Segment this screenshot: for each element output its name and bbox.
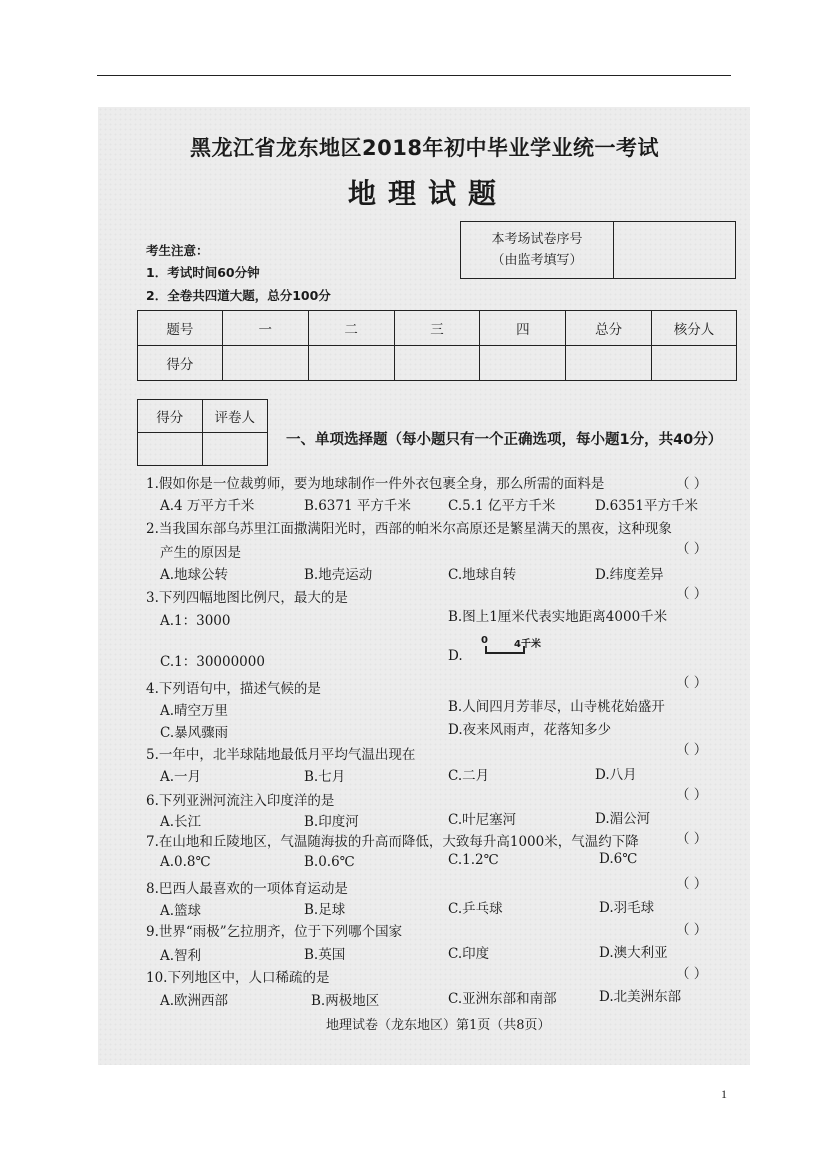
score-header-row: [138, 311, 737, 346]
option: B.0.6℃: [304, 854, 355, 870]
option: C.地球自转: [448, 567, 517, 583]
option: B.图上1厘米代表实地距离4000千米: [448, 609, 668, 625]
option: B.地壳运动: [304, 567, 373, 583]
grader-name-cell[interactable]: [202, 433, 268, 466]
score-row-label: 得分: [138, 346, 223, 381]
option: C.乒乓球: [448, 901, 503, 917]
answer-blank[interactable]: （ ）: [676, 831, 708, 847]
option: C.5.1 亿平方千米: [448, 498, 556, 514]
answer-blank[interactable]: （ ）: [676, 922, 708, 938]
seat-number-field[interactable]: [614, 222, 736, 279]
score-cell[interactable]: [480, 346, 566, 381]
option: D.澳大利亚: [599, 945, 668, 961]
answer-blank[interactable]: （ ）: [676, 787, 708, 803]
option: C.印度: [448, 946, 490, 962]
option: D.北美洲东部: [599, 989, 682, 1005]
score-header-cell: 三: [394, 311, 480, 346]
question-stem: 2.当我国东部乌苏里江面撒满阳光时，西部的帕米尔高原还是繁星满天的黑夜，这种现象: [146, 521, 672, 537]
scale-bar: [485, 646, 525, 654]
score-cell[interactable]: [394, 346, 480, 381]
scale-bar-zero: 0: [481, 635, 488, 646]
score-cell[interactable]: [308, 346, 394, 381]
question-stem: 9.世界“雨极”乞拉朋齐，位于下列哪个国家: [146, 924, 403, 940]
option: A.智利: [160, 948, 202, 964]
option: C.二月: [448, 768, 490, 784]
answer-blank[interactable]: （ ）: [676, 586, 708, 602]
question-stem: 10.下列地区中，人口稀疏的是: [146, 970, 330, 986]
option: B.6371 平方千米: [304, 498, 411, 514]
score-cell[interactable]: [652, 346, 737, 381]
exam-title: 黑龙江省龙东地区2018年初中毕业学业统一考试: [190, 136, 659, 160]
option: B.印度河: [304, 814, 359, 830]
score-header-cell: 题号: [138, 311, 223, 346]
option: D.夜来风雨声，花落知多少: [448, 722, 612, 738]
seat-number-label: 本考场试卷序号 （由监考填写）: [461, 222, 614, 279]
option: B.两极地区: [311, 993, 380, 1009]
option: A.晴空万里: [160, 703, 229, 719]
seat-number-box: [460, 221, 736, 279]
option: A.篮球: [160, 903, 202, 919]
option: A.欧洲西部: [160, 993, 229, 1009]
question-stem: 8.巴西人最喜欢的一项体育运动是: [146, 881, 348, 897]
score-header-cell: 核分人: [652, 311, 737, 346]
option: D.6351平方千米: [595, 498, 698, 514]
option: D.6℃: [599, 851, 638, 867]
option: C.1.2℃: [448, 852, 499, 868]
option: B.人间四月芳菲尽，山寺桃花始盛开: [448, 699, 665, 715]
question-stem: 7.在山地和丘陵地区，气温随海拔的升高而降低，大致每升高1000米，气温约下降: [146, 834, 639, 850]
question-stem: 5.一年中，北半球陆地最低月平均气温出现在: [146, 747, 416, 763]
option: B.七月: [304, 769, 346, 785]
answer-blank[interactable]: （ ）: [676, 966, 708, 982]
section-title: 一、单项选择题（每小题只有一个正确选项，每小题1分，共40分）: [286, 432, 723, 448]
question-stem: 1.假如你是一位裁剪师，要为地球制作一件外衣包裹全身，那么所需的面料是: [146, 476, 605, 492]
grader-table: [137, 399, 268, 466]
grader-score-cell[interactable]: [138, 433, 203, 466]
scale-bar-label: 4千米: [514, 639, 541, 650]
score-header-cell: 总分: [566, 311, 652, 346]
answer-blank[interactable]: （ ）: [676, 675, 708, 691]
question-stem: 4.下列语句中，描述气候的是: [146, 681, 321, 697]
page-number: 1: [721, 1087, 727, 1101]
answer-blank[interactable]: （ ）: [676, 742, 708, 758]
grader-score-label: 得分: [138, 400, 203, 433]
option: A.1：3000: [160, 613, 231, 629]
option: A.0.8℃: [160, 854, 211, 870]
option: D.羽毛球: [599, 900, 655, 916]
answer-blank[interactable]: （ ）: [676, 476, 708, 492]
question-stem-cont: 产生的原因是: [160, 545, 241, 561]
option: A.4 万平方千米: [160, 498, 255, 514]
notes-heading: 考生注意：: [146, 243, 209, 258]
option: A.长江: [160, 814, 202, 830]
option: B.足球: [304, 902, 346, 918]
score-header-cell: 二: [308, 311, 394, 346]
option: B.英国: [304, 947, 346, 963]
subject-title: 地理试题: [348, 177, 509, 210]
option: D.八月: [595, 767, 637, 783]
score-cell[interactable]: [566, 346, 652, 381]
option: A.一月: [160, 769, 202, 785]
option: C.1：30000000: [160, 654, 265, 670]
option: D.纬度差异: [595, 567, 664, 583]
note-item: 1．考试时间60分钟: [146, 265, 260, 280]
option: C.亚洲东部和南部: [448, 991, 557, 1007]
score-row: [138, 346, 737, 381]
question-stem: 3.下列四幅地图比例尺，最大的是: [146, 590, 348, 606]
score-header-cell: 一: [222, 311, 308, 346]
option: D.湄公河: [595, 811, 651, 827]
answer-blank[interactable]: （ ）: [676, 541, 708, 557]
page-footer: 地理试卷（龙东地区）第1页（共8页）: [326, 1018, 551, 1033]
option: A.地球公转: [160, 567, 229, 583]
question-stem: 6.下列亚洲河流注入印度洋的是: [146, 793, 335, 809]
top-rule: [97, 75, 731, 76]
option: C.暴风骤雨: [160, 725, 229, 741]
option: C.叶尼塞河: [448, 812, 517, 828]
score-header-cell: 四: [480, 311, 566, 346]
score-cell[interactable]: [222, 346, 308, 381]
answer-blank[interactable]: （ ）: [676, 876, 708, 892]
note-item: 2．全卷共四道大题，总分100分: [146, 288, 331, 303]
grader-name-label: 评卷人: [202, 400, 268, 433]
score-table: [137, 310, 737, 381]
option: D.: [448, 648, 463, 664]
